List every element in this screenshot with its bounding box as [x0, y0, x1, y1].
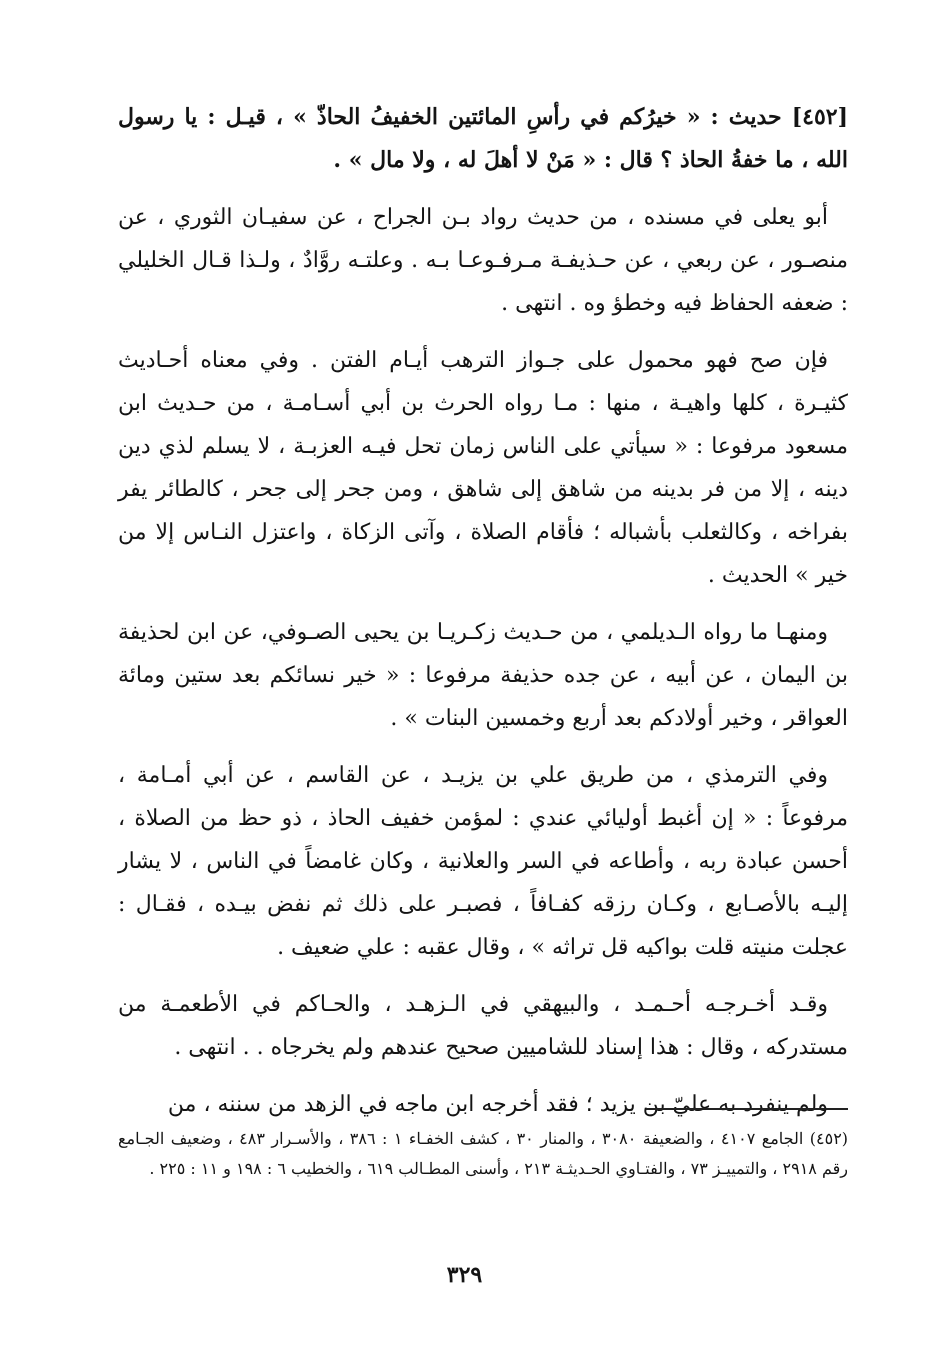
hadith-number: [٤٥٢] — [791, 104, 848, 130]
paragraph: ومنهـا ما رواه الـديلمي ، من حـديث زكـريـا بن يحيى الصـوفي، عن ابن لحذيفة بن اليمان ، عن أبيه ، عن جده حذيفة مرفوعا : « خير نسائكم بعد ستين ومائة العواقر ، وخير أولادكم بعد أربع وخمسين البنات » . — [118, 620, 848, 731]
footnote-divider — [646, 1108, 848, 1110]
paragraph: فإن صح فهو محمول على جـواز الترهب أيـام الفتن . وفي معناه أحـاديث كثيـرة ، كلها واهيـة ، منها : مـا رواه الحرث بن أبي أسـامـة ، من حـديث ابن مسعود مرفوعا : « سيأتي على الناس زمان تحل فيـه العزبـة ، لا يسلم لذي دين دينه ، إلا من فر بدينه من شاهق إلى شاهق ، ومن جحر إلى جحر ، كالطائر يفر بفراخه ، وكالثعلب بأشباله ؛ فأقام الصلاة ، وآتى الزكاة ، واعتزل النـاس إلا من خير » الحديث . — [118, 348, 848, 588]
footnote: (٤٥٢) الجامع ٤١٠٧ ، والضعيفة ٣٠٨٠ ، والمنار ٣٠ ، كشف الخفـاء ١ : ٣٨٦ ، والأسـرار ٤٨٣ ، وضعيف الجـامع رقم ٢٩١٨ ، والتمييـز ٧٣ ، والفتـاوي الحـديثـة ٢١٣ ، وأسنى المطـالب ٦١٩ ، والخطيب ٦ : ١٩٨ و ١١ : ٢٢٥ . — [118, 1129, 849, 1178]
hadith-text: حديث : « خيرُكم في رأسِ المائتين الخفيفُ الحاذّ » ، قيـل : يا رسول الله ، ما خفةُ الحاذ ؟ قال : « مَنْ لا أهلَ له ، ولا مال » . — [118, 104, 848, 173]
hadith-heading — [118, 96, 848, 182]
paragraph: ولم ينفرد به عليّ بن يزيد ؛ فقد أخرجه ابن ماجه في الزهد من سننه ، من — [167, 1092, 828, 1117]
paragraph: وقـد أخـرجـه أحـمـد ، والبيهقي في الـزهـد ، والحـاكم في الأطعمـة من مستدركه ، وقال : هذا إسناد للشاميين صحيح عندهم ولم يخرجاه . . انتهى . — [118, 992, 848, 1060]
page-number: ٣٢٩ — [446, 1262, 483, 1288]
paragraph: وفي الترمذي ، من طريق علي بن يزيـد ، عن القاسم ، عن أبي أمـامة ، مرفوعاً : « إن أغبط أوليائي عندي : لمؤمن خفيف الحاذ ، ذو حظ من الصلاة ، أحسن عبادة ربه ، وأطاعه في السر والعلانية ، وكان غامضاً في الناس ، لا يشار إليـه بالأصـابع ، وكـان رزقه كفـافاً ، فصبـر على ذلك ثم نفض بيـده ، فقـال : عجلت منيته قلت بواكيه قل تراثه » ، وقال عقبه : علي ضعيف . — [118, 763, 848, 960]
paragraph: أبو يعلى في مسنده ، من حديث رواد بـن الجراح ، عن سفيـان الثوري ، عن منصـور ، عن ربعي ، عن حـذيفـة مـرفـوعـا بـه . وعلتـه روَّادٌ ، ولـذا قـال الخليلي : ضعفه الحفاظ فيه وخطؤ وه . انتهى . — [118, 205, 848, 316]
main-text — [118, 96, 848, 1140]
